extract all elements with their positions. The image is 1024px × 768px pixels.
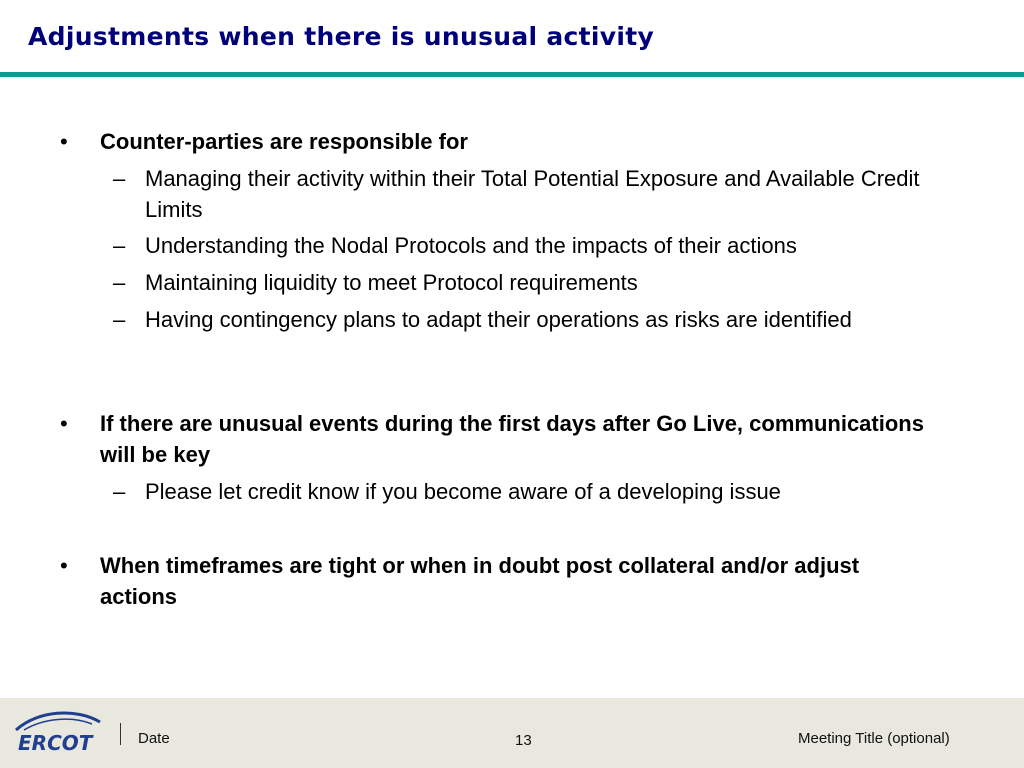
logo-wordmark: ERCOT xyxy=(18,731,93,755)
meeting-title: Meeting Title (optional) xyxy=(798,730,950,747)
footer-date: Date xyxy=(138,730,170,747)
bullet-post-collateral: • When timeframes are tight or when in doubt post collateral and/or adjust actions xyxy=(100,550,930,612)
subitem-contingency-plans: – Having contingency plans to adapt their operations as risks are identified xyxy=(145,304,935,335)
subitem-notify-credit: – Please let credit know if you become aware of a developing issue xyxy=(145,476,935,507)
subitem-managing-activity: – Managing their activity within their Total Potential Exposure and Available Credit Limits xyxy=(145,163,935,225)
footer-divider xyxy=(120,723,121,745)
bullet-counterparties: • Counter-parties are responsible for xyxy=(100,126,930,157)
bullet-unusual-events: • If there are unusual events during the first days after Go Live, communications will be key xyxy=(100,408,930,470)
title-divider xyxy=(0,72,1024,77)
slide-footer xyxy=(0,698,1024,768)
subitem-understanding-protocols: – Understanding the Nodal Protocols and the impacts of their actions xyxy=(145,230,935,261)
page-number: 13 xyxy=(515,732,532,749)
subitem-maintaining-liquidity: – Maintaining liquidity to meet Protocol requirements xyxy=(145,267,935,298)
ercot-logo xyxy=(10,706,105,758)
slide-title: Adjustments when there is unusual activity xyxy=(28,22,655,51)
